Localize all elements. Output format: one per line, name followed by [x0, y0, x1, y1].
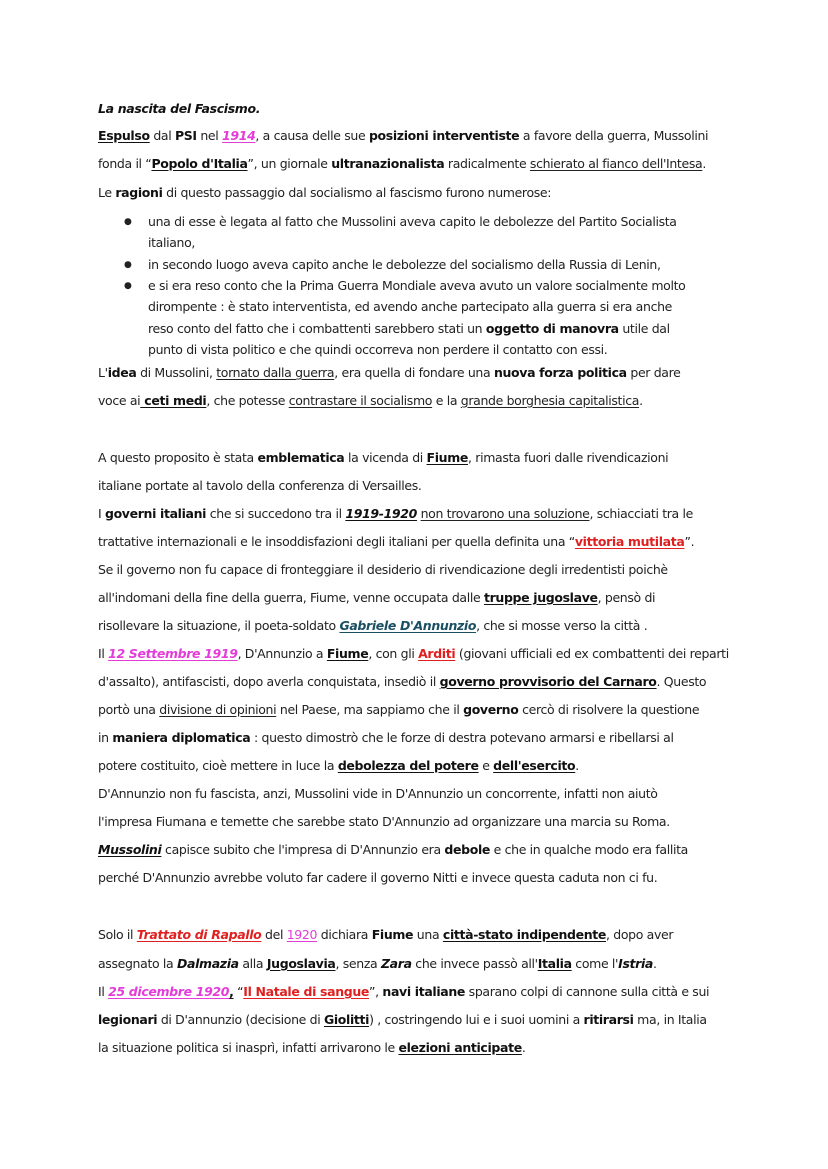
paragraph-line: perché D'Annunzio avrebbe voluto far cadere il governo Nitti e invece questa caduta non ci fu. [98, 870, 658, 885]
paragraph-line: A questo proposito è stata emblematica la vicenda di Fiume, rimasta fuori dalle rivendicazioni [98, 450, 669, 465]
list-item-continuation: dirompente : è stato interventista, ed avendo anche partecipato alla guerra si era anche [148, 299, 673, 314]
bullet-icon: ● [124, 281, 132, 291]
list-item: ● in secondo luogo aveva capito anche le debolezze del socialismo della Russia di Lenin, [124, 257, 661, 272]
paragraph-line: in maniera diplomatica : questo dimostrò che le forze di destra potevano armarsi e ribellarsi al [98, 730, 674, 745]
paragraph-line: risollevare la situazione, il poeta-soldato Gabriele D'Annunzio, che si mosse verso la città . [98, 618, 648, 633]
paragraph-line: fonda il “Popolo d'Italia”, un giornale ultranazionalista radicalmente schierato al fianco dell'Intesa. [98, 156, 706, 171]
paragraph-line: la situazione politica si inasprì, infatti arrivarono le elezioni anticipate. [98, 1040, 526, 1055]
paragraph-line: Le ragioni di questo passaggio dal socialismo al fascismo furono numerose: [98, 185, 552, 200]
paragraph-line: portò una divisione di opinioni nel Paese, ma sappiamo che il governo cercò di risolvere la questione [98, 702, 700, 717]
list-item: ● una di esse è legata al fatto che Mussolini aveva capito le debolezze del Partito Socialista [124, 214, 677, 229]
paragraph-line: all'indomani della fine della guerra, Fiume, venne occupata dalle truppe jugoslave, pensò di [98, 590, 656, 605]
list-item: ● e si era reso conto che la Prima Guerra Mondiale aveva avuto un valore socialmente molto [124, 278, 686, 293]
paragraph-line: l'impresa Fiumana e temette che sarebbe stato D'Annunzio ad organizzare una marcia su Roma. [98, 814, 670, 829]
paragraph-line: legionari di D'annunzio (decisione di Giolitti) , costringendo lui e i suoi uomini a ritirarsi ma, in Italia [98, 1012, 707, 1027]
paragraph-line: I governi italiani che si succedono tra il 1919-1920 non trovarono una soluzione, schiacciati tra le [98, 506, 693, 521]
list-item-continuation: italiano, [148, 235, 196, 250]
paragraph-line: Espulso dal PSI nel 1914, a causa delle sue posizioni interventiste a favore della guerra, Mussolini [98, 128, 709, 143]
paragraph-line: d'assalto), antifascisti, dopo averla conquistata, insediò il governo provvisorio del Carnaro. Questo [98, 674, 707, 689]
paragraph-line: Se il governo non fu capace di fronteggiare il desiderio di rivendicazione degli irredentisti poichè [98, 562, 668, 577]
paragraph-line: trattative internazionali e le insoddisfazioni degli italiani per quella definita una “vittoria mutilata”. [98, 534, 695, 549]
paragraph-line: italiane portate al tavolo della conferenza di Versailles. [98, 478, 422, 493]
bullet-icon: ● [124, 260, 132, 270]
paragraph-line: voce ai ceti medi, che potesse contrastare il socialismo e la grande borghesia capitalistica. [98, 393, 643, 408]
paragraph-line: D'Annunzio non fu fascista, anzi, Mussolini vide in D'Annunzio un concorrente, infatti non aiutò [98, 786, 658, 801]
paragraph-line: Il 25 dicembre 1920, “Il Natale di sangue”, navi italiane sparano colpi di cannone sulla città e sui [98, 984, 710, 999]
list-item-continuation: punto di vista politico e che quindi occorreva non perdere il contatto con essi. [148, 342, 608, 357]
paragraph-line: Il 12 Settembre 1919, D'Annunzio a Fiume, con gli Arditi (giovani ufficiali ed ex combattenti dei reparti [98, 646, 729, 661]
paragraph-line: assegnato la Dalmazia alla Jugoslavia, senza Zara che invece passò all'Italia come l'Istria. [98, 956, 657, 971]
bullet-icon: ● [124, 217, 132, 227]
paragraph-line: Solo il Trattato di Rapallo del 1920 dichiara Fiume una città-stato indipendente, dopo aver [98, 927, 674, 942]
document-title: La nascita del Fascismo. [98, 101, 261, 116]
list-item-continuation: reso conto del fatto che i combattenti sarebbero stati un oggetto di manovra utile dal [148, 321, 670, 336]
paragraph-line: potere costituito, cioè mettere in luce la debolezza del potere e dell'esercito. [98, 758, 579, 773]
paragraph-line: L'idea di Mussolini, tornato dalla guerra, era quella di fondare una nuova forza politica per dare [98, 365, 681, 380]
paragraph-line: Mussolini capisce subito che l'impresa di D'Annunzio era debole e che in qualche modo era fallita [98, 842, 688, 857]
